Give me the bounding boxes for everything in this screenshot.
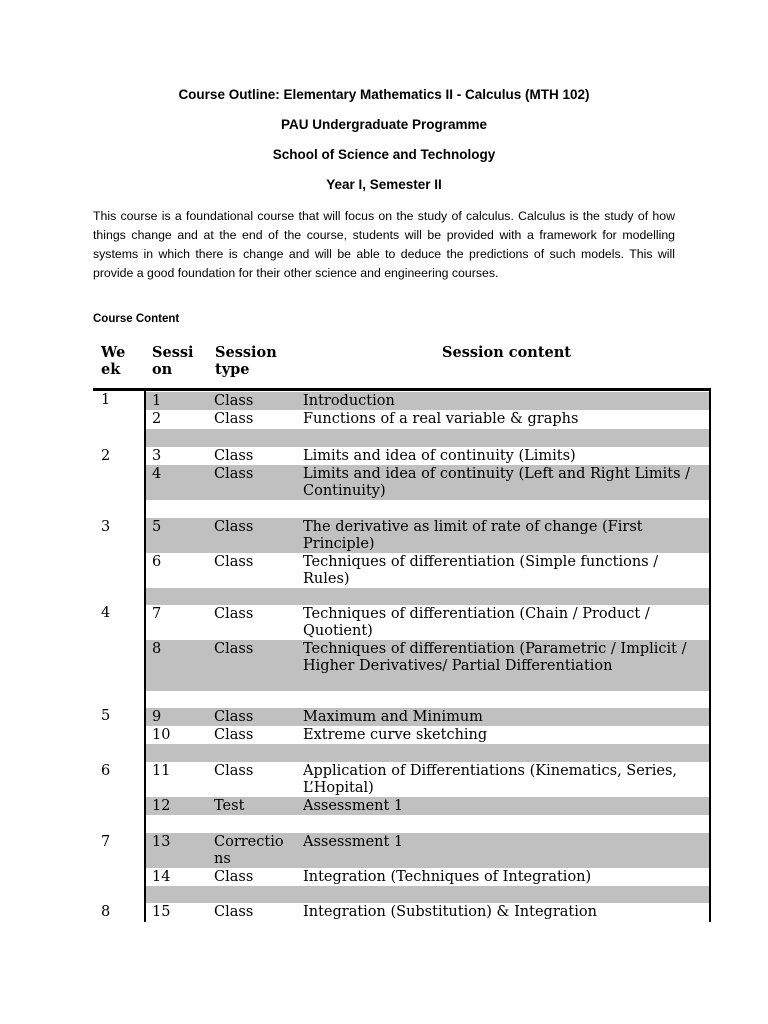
session-content: Techniques of differentiation (Simple functions / Rules) bbox=[303, 554, 659, 587]
table-row bbox=[144, 708, 710, 726]
session-type: Class bbox=[214, 763, 254, 779]
session-content: Limits and idea of continuity (Left and Right Limits / Continuity) bbox=[303, 466, 691, 499]
table-row bbox=[144, 726, 710, 744]
table-row bbox=[144, 605, 710, 640]
week-cell: 6 bbox=[101, 763, 111, 779]
week-cell: 4 bbox=[101, 605, 111, 621]
column-header-session: Sessi on bbox=[152, 344, 194, 378]
session-type: Class bbox=[214, 393, 254, 409]
session-type: Class bbox=[214, 519, 254, 535]
session-number: 11 bbox=[152, 763, 171, 779]
session-type: Correctio ns bbox=[214, 834, 284, 867]
session-number: 5 bbox=[152, 519, 162, 535]
week-separator bbox=[144, 588, 710, 605]
week-separator bbox=[144, 429, 710, 447]
session-number: 9 bbox=[152, 709, 162, 725]
session-type: Class bbox=[214, 466, 254, 482]
week-separator bbox=[144, 815, 710, 833]
week-cell: 3 bbox=[101, 519, 111, 535]
session-type: Class bbox=[214, 606, 254, 622]
programme-line: PAU Undergraduate Programme bbox=[280, 117, 488, 132]
column-header-session-content: Session content bbox=[442, 344, 571, 361]
session-content: Techniques of differentiation (Chain / Product / Quotient) bbox=[303, 606, 650, 639]
session-number: 7 bbox=[152, 606, 162, 622]
session-content: Techniques of differentiation (Parametric / Implicit / Higher Derivatives/ Partial Differentiation bbox=[303, 641, 687, 674]
table-border-left bbox=[144, 391, 146, 922]
week-cell: 8 bbox=[101, 904, 111, 920]
table-row bbox=[144, 465, 710, 500]
session-content: Assessment 1 bbox=[303, 834, 404, 850]
session-content: Application of Differentiations (Kinematics, Series, L’Hopital) bbox=[303, 763, 678, 796]
week-cell: 7 bbox=[101, 834, 111, 850]
week-separator bbox=[144, 886, 710, 903]
table-row bbox=[144, 833, 710, 868]
week-separator bbox=[144, 500, 710, 518]
session-content: Integration (Techniques of Integration) bbox=[303, 869, 592, 885]
table-row bbox=[144, 553, 710, 588]
table-row bbox=[144, 903, 710, 922]
table-row bbox=[144, 518, 710, 553]
session-type: Class bbox=[214, 554, 254, 570]
school-line: School of Science and Technology bbox=[272, 147, 496, 162]
session-type: Class bbox=[214, 727, 254, 743]
session-type: Test bbox=[214, 798, 245, 814]
column-header-week: We ek bbox=[101, 344, 126, 378]
session-type: Class bbox=[214, 411, 254, 427]
session-content: Maximum and Minimum bbox=[303, 709, 483, 725]
session-number: 4 bbox=[152, 466, 162, 482]
session-number: 15 bbox=[152, 904, 171, 920]
session-number: 2 bbox=[152, 411, 162, 427]
table-row bbox=[144, 762, 710, 797]
session-type: Class bbox=[214, 448, 254, 464]
table-row bbox=[144, 640, 710, 691]
session-number: 6 bbox=[152, 554, 162, 570]
session-type: Class bbox=[214, 904, 254, 920]
session-content: Integration (Substitution) & Integration bbox=[303, 904, 597, 920]
document-title: Course Outline: Elementary Mathematics II - Calculus (MTH 102) bbox=[178, 87, 590, 102]
table-border-right bbox=[709, 391, 711, 922]
table-header bbox=[93, 344, 710, 388]
session-number: 10 bbox=[152, 727, 171, 743]
session-content: Functions of a real variable & graphs bbox=[303, 411, 579, 427]
term-line: Year I, Semester II bbox=[326, 177, 442, 192]
week-separator bbox=[144, 691, 710, 708]
table-row bbox=[144, 410, 710, 428]
session-type: Class bbox=[214, 869, 254, 885]
session-number: 8 bbox=[152, 641, 162, 657]
table-row bbox=[144, 447, 710, 465]
table-row bbox=[144, 797, 710, 815]
session-type: Class bbox=[214, 641, 254, 657]
session-number: 13 bbox=[152, 834, 171, 850]
course-content-table bbox=[93, 391, 710, 922]
session-number: 1 bbox=[152, 393, 162, 409]
week-cell: 2 bbox=[101, 448, 111, 464]
table-row bbox=[144, 868, 710, 886]
table-row bbox=[144, 392, 710, 410]
course-content-heading: Course Content bbox=[93, 313, 180, 325]
session-content: Assessment 1 bbox=[303, 798, 404, 814]
session-number: 12 bbox=[152, 798, 171, 814]
session-content: The derivative as limit of rate of change (First Principle) bbox=[303, 519, 643, 552]
session-content: Extreme curve sketching bbox=[303, 727, 488, 743]
session-content: Introduction bbox=[303, 393, 395, 409]
session-number: 3 bbox=[152, 448, 162, 464]
session-type: Class bbox=[214, 709, 254, 725]
week-cell: 5 bbox=[101, 708, 111, 724]
column-header-session-type: Session type bbox=[215, 344, 277, 378]
session-content: Limits and idea of continuity (Limits) bbox=[303, 448, 576, 464]
intro-paragraph: This course is a foundational course that will focus on the study of calculus. Calculus is the study of how things change and at the end of the course, students will be provided with a framework for modelling systems in which there is change and will be able to deduce the predictions of such models. This will provide a good foundation for their other science and engineering courses. bbox=[93, 209, 675, 280]
week-separator bbox=[144, 744, 710, 762]
session-number: 14 bbox=[152, 869, 171, 885]
week-cell: 1 bbox=[101, 392, 111, 408]
